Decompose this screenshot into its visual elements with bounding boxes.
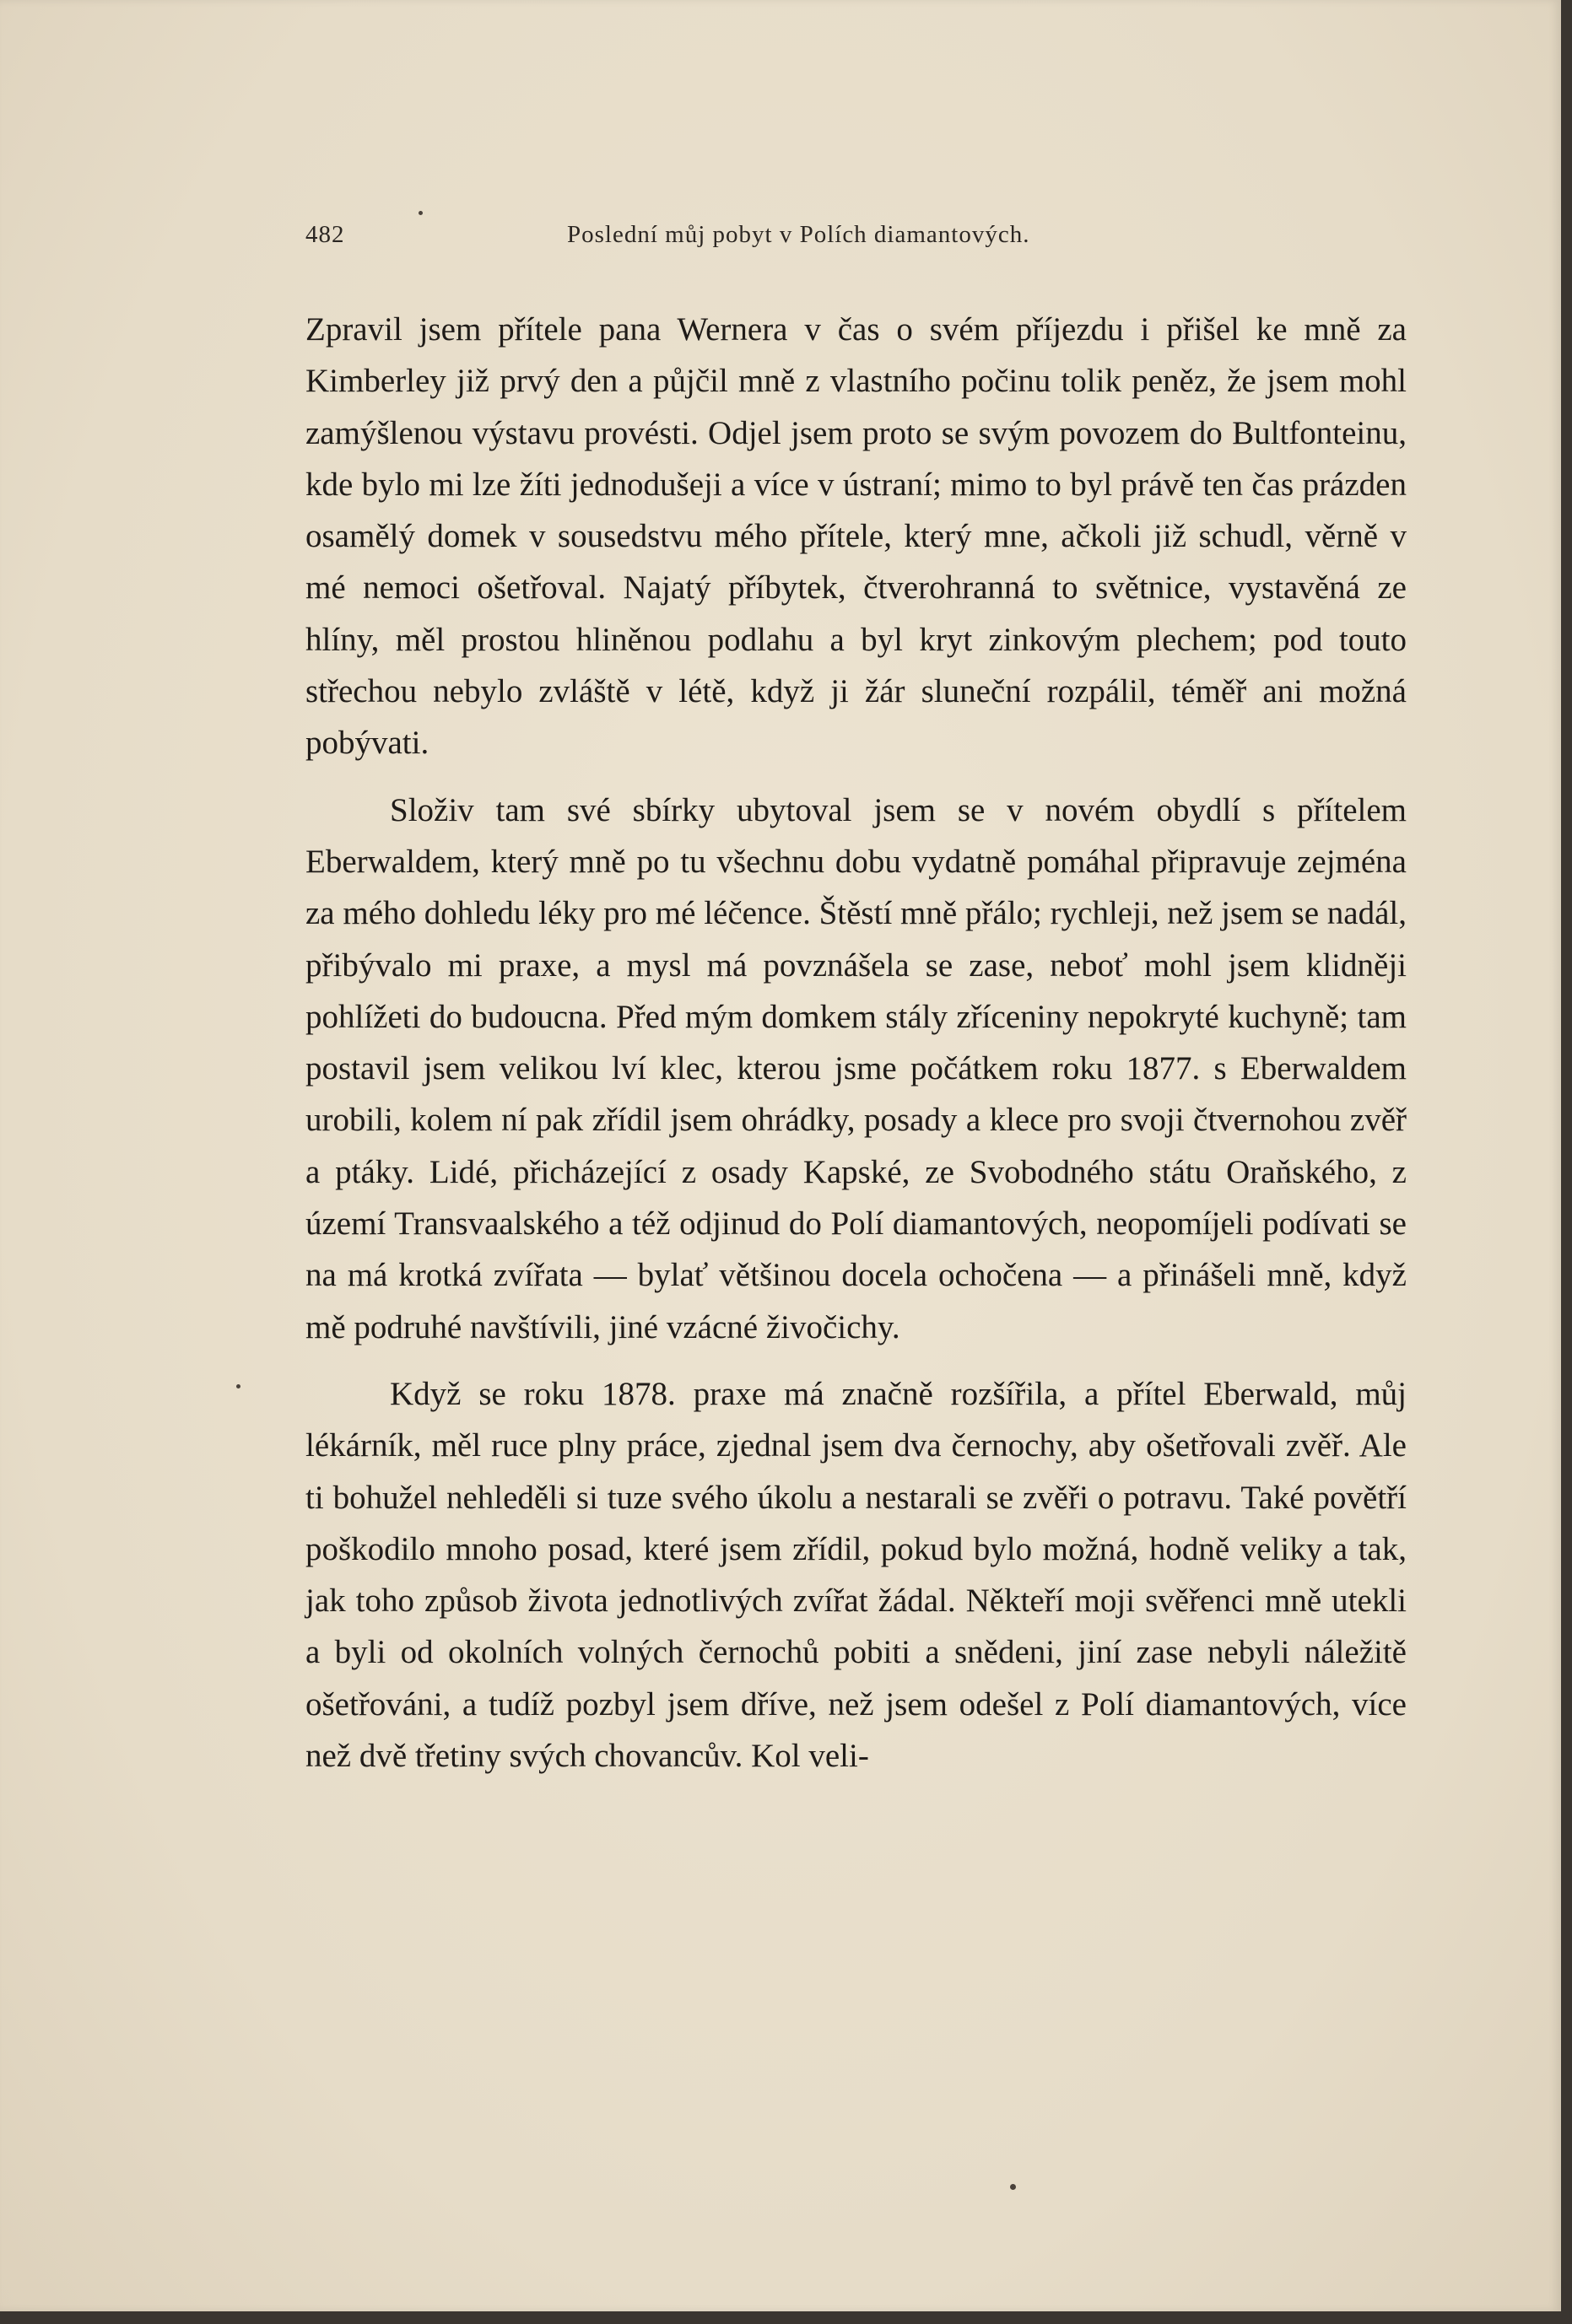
paragraph-3: Když se roku 1878. praxe má značně rozšířila, a přítel Eberwald, můj lékárník, měl ruce plny práce, zjednal jsem dva černochy, aby ošetřovali zvěř. Ale ti bohužel nehleděli si tuze svého úkolu a nestarali se zvěři o potravu. Také povětří poškodilo mnoho posad, které jsem zřídil, pokud bylo možná, hodně veliky a tak, jak toho způsob života jednotlivých zvířat žádal. Někteří moji svěřenci mně utekli a byli od okolních volných černochů pobiti a snědeni, jiní zase nebyli náležitě ošetřováni, a tudíž pozbyl jsem dříve, než jsem odešel z Polí diamantových, více než dvě třetiny svých chovancův. Kol veli- <box>305 1375 1407 1775</box>
print-speck <box>419 211 423 215</box>
paragraph-2: Složiv tam své sbírky ubytoval jsem se v novém obydlí s přítelem Eberwaldem, který mně po tu všechnu dobu vydatně pomáhal připravuje zejména za mého dohledu léky pro mé léčence. Štěstí mně přálo; rychleji, než jsem se nadál, přibývalo mi praxe, a mysl má povznášela se zase, neboť mohl jsem klidněji pohlížeti do budoucna. Před mým domkem stály zříceniny nepokryté kuchyně; tam postavil jsem velikou lví klec, kterou jsme počátkem roku 1877. s Eberwaldem urobili, kolem ní pak zřídil jsem ohrádky, posady a klece pro svoji čtvernohou zvěř a ptáky. Lidé, přicházející z osady Kapské, ze Svobodného státu Oraňského, z území Transvaalského a též odjinud do Polí diamantových, neopomíjeli podívati se na má krotká zvířata — bylať většinou docela ochočena — a přinášeli mně, když mě podruhé navštívili, jiné vzácné živočichy. <box>305 791 1407 1345</box>
running-title: Poslední můj pobyt v Polích diamantových. <box>567 221 1030 248</box>
running-head <box>305 221 1158 255</box>
paragraph-1: Zpravil jsem přítele pana Wernera v čas o svém příjezdu i přišel ke mně za Kimberley již prvý den a půjčil mně z vlastního počinu tolik peněz, že jsem mohl zamýšlenou výstavu provésti. Odjel jsem proto se svým povozem do Bultfonteinu, kde bylo mi lze žíti jednodušeji a více v ústraní; mimo to byl právě ten čas prázden osamělý domek v sousedstvu mého přítele, který mne, ačkoli již schudl, věrně v mé nemoci ošetřoval. Najatý příbytek, čtverohranná to světnice, vystavěná ze hlíny, měl prostou hliněnou podlahu a byl kryt zinkovým plechem; pod touto střechou nebylo zvláště v létě, když ji žár sluneční rozpálil, téměř ani možná pobývati. <box>305 311 1407 762</box>
print-speck <box>236 1384 240 1388</box>
body-text <box>305 304 1407 1782</box>
print-speck <box>1010 2184 1016 2190</box>
page-number: 482 <box>305 221 345 248</box>
